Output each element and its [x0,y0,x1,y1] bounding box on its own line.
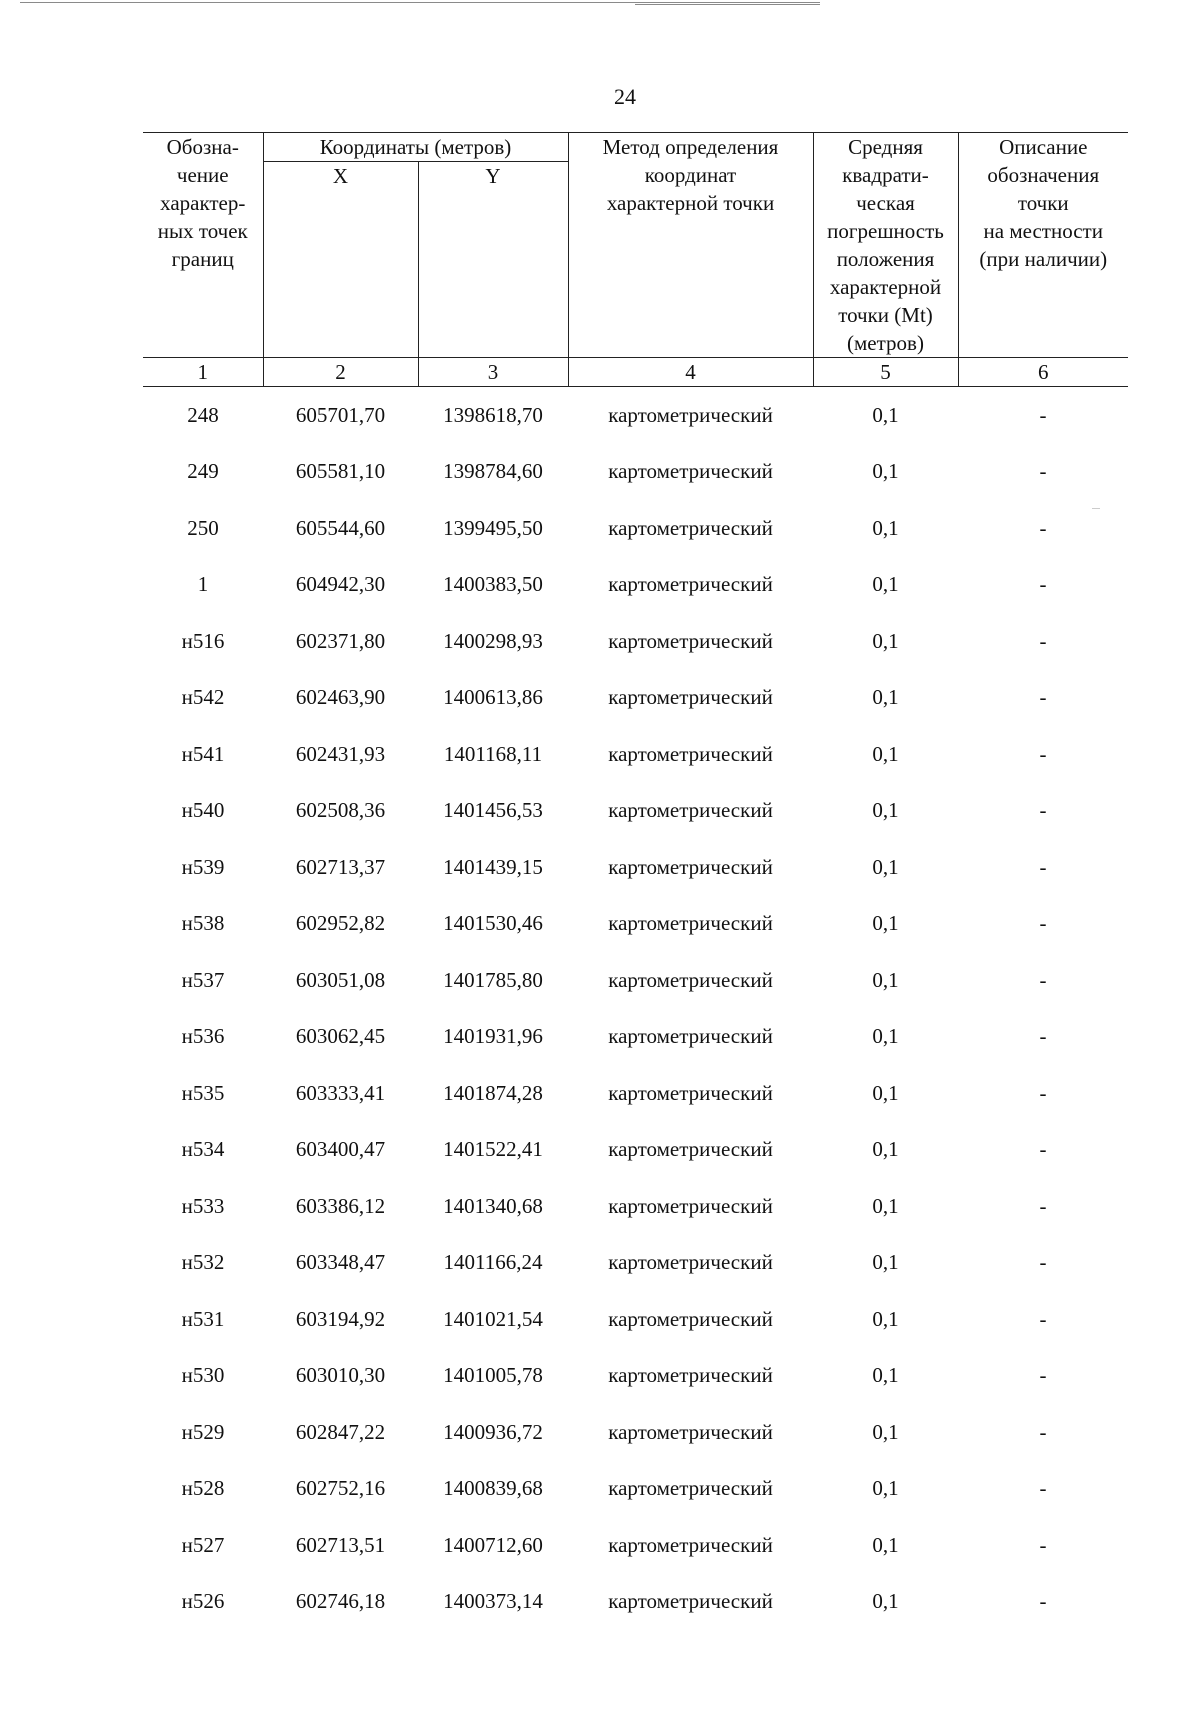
cell-error: 0,1 [872,1419,899,1444]
table-row [143,1235,1128,1292]
cell-point-id: н541 [181,741,225,766]
cell-y-coordinate: 1401005,78 [443,1363,543,1388]
scan-edge-line [635,4,820,5]
cell-description: - [1039,1476,1047,1501]
table-body [143,387,1128,1631]
cell-description: - [1039,798,1047,823]
header-mean-square-error: Средняя квадрати- ческая погрешность положения характерной точки (Mt) (метров) [813,133,958,358]
cell-x-coordinate: 602847,22 [295,1419,386,1444]
header-y: Y [418,162,568,358]
header-coordinates-group: Координаты (метров) [263,133,568,162]
table-row [143,726,1128,783]
cell-description: - [1039,402,1047,427]
cell-y-coordinate: 1401166,24 [443,1250,543,1275]
cell-error: 0,1 [872,1193,899,1218]
cell-error: 0,1 [872,1306,899,1331]
column-numbers-row [143,358,1128,387]
table-row [143,1517,1128,1574]
cell-method: картометрический [608,1137,773,1162]
cell-error: 0,1 [872,798,899,823]
table-row [143,896,1128,953]
cell-method: картометрический [608,1419,773,1444]
table-row [143,557,1128,614]
cell-error: 0,1 [872,1532,899,1557]
cell-error: 0,1 [872,628,899,653]
cell-y-coordinate: 1401530,46 [443,911,543,936]
cell-point-id: н532 [181,1250,225,1275]
cell-method: картометрический [608,1589,773,1614]
cell-description: - [1039,515,1047,540]
cell-method: картометрический [608,1250,773,1275]
cell-y-coordinate: 1400383,50 [443,572,543,597]
coordinates-table [143,132,1128,1630]
cell-method: картометрический [608,911,773,936]
cell-x-coordinate: 602431,93 [295,741,386,766]
cell-point-id: н531 [181,1306,225,1331]
cell-description: - [1039,854,1047,879]
cell-method: картометрический [608,1476,773,1501]
column-number: 5 [813,358,958,387]
cell-error: 0,1 [872,1589,899,1614]
table-row [143,670,1128,727]
cell-description: - [1039,459,1047,484]
cell-point-id: н536 [181,1024,225,1049]
cell-x-coordinate: 603062,45 [295,1024,386,1049]
cell-point-id: н529 [181,1419,225,1444]
cell-description: - [1039,572,1047,597]
cell-point-id: н526 [181,1589,225,1614]
cell-y-coordinate: 1401439,15 [443,854,543,879]
cell-y-coordinate: 1400613,86 [443,685,543,710]
cell-method: картометрический [608,402,773,427]
cell-method: картометрический [608,1024,773,1049]
cell-x-coordinate: 603333,41 [295,1080,386,1105]
table-row [143,613,1128,670]
cell-y-coordinate: 1401021,54 [443,1306,543,1331]
cell-point-id: н516 [181,628,225,653]
cell-point-id: н528 [181,1476,225,1501]
cell-point-id: 1 [197,572,209,597]
cell-method: картометрический [608,628,773,653]
cell-y-coordinate: 1400373,14 [443,1589,543,1614]
cell-y-coordinate: 1400839,68 [443,1476,543,1501]
cell-error: 0,1 [872,685,899,710]
cell-y-coordinate: 1401874,28 [443,1080,543,1105]
header-point-designation: Обозна- чение характер- ных точек границ [143,133,263,358]
table-row [143,1404,1128,1461]
cell-x-coordinate: 602746,18 [295,1589,386,1614]
cell-x-coordinate: 602713,51 [295,1532,386,1557]
column-number: 4 [568,358,813,387]
cell-description: - [1039,967,1047,992]
cell-method: картометрический [608,685,773,710]
cell-point-id: н538 [181,911,225,936]
cell-method: картометрический [608,1363,773,1388]
cell-description: - [1039,1589,1047,1614]
cell-description: - [1039,1080,1047,1105]
cell-x-coordinate: 604942,30 [295,572,386,597]
cell-method: картометрический [608,1532,773,1557]
cell-description: - [1039,1137,1047,1162]
cell-error: 0,1 [872,741,899,766]
cell-x-coordinate: 603348,47 [295,1250,386,1275]
column-number: 1 [143,358,263,387]
cell-error: 0,1 [872,402,899,427]
cell-method: картометрический [608,515,773,540]
cell-error: 0,1 [872,967,899,992]
cell-method: картометрический [608,1080,773,1105]
table-row [143,783,1128,840]
cell-point-id: н537 [181,967,225,992]
table-row [143,1122,1128,1179]
cell-method: картометрический [608,1193,773,1218]
cell-description: - [1039,1363,1047,1388]
table-row [143,387,1128,444]
cell-point-id: 249 [187,459,219,484]
cell-description: - [1039,741,1047,766]
cell-point-id: н534 [181,1137,225,1162]
cell-point-id: н530 [181,1363,225,1388]
cell-point-id: 250 [187,515,219,540]
cell-description: - [1039,1306,1047,1331]
cell-description: - [1039,685,1047,710]
header-method: Метод определения координат характерной точки [568,133,813,358]
table-row [143,1348,1128,1405]
cell-method: картометрический [608,854,773,879]
cell-y-coordinate: 1400298,93 [443,628,543,653]
cell-y-coordinate: 1401522,41 [443,1137,543,1162]
cell-error: 0,1 [872,572,899,597]
cell-method: картометрический [608,741,773,766]
header-x: X [263,162,418,358]
table-row [143,1009,1128,1066]
cell-point-id: н540 [181,798,225,823]
cell-point-id: н535 [181,1080,225,1105]
cell-description: - [1039,1532,1047,1557]
cell-error: 0,1 [872,1363,899,1388]
cell-y-coordinate: 1401931,96 [443,1024,543,1049]
table-row [143,1291,1128,1348]
table-row [143,1065,1128,1122]
cell-method: картометрический [608,572,773,597]
cell-x-coordinate: 602508,36 [295,798,386,823]
table-row [143,500,1128,557]
cell-x-coordinate: 603010,30 [295,1363,386,1388]
cell-x-coordinate: 603051,08 [295,967,386,992]
cell-x-coordinate: 602463,90 [295,685,386,710]
table-row [143,1461,1128,1518]
cell-x-coordinate: 602752,16 [295,1476,386,1501]
cell-point-id: н539 [181,854,225,879]
cell-error: 0,1 [872,1137,899,1162]
page-number: 24 [614,84,636,109]
cell-point-id: н527 [181,1532,225,1557]
cell-x-coordinate: 605581,10 [295,459,386,484]
column-number: 6 [958,358,1128,387]
header-description: Описание обозначения точки на местности (при наличии) [958,133,1128,358]
cell-description: - [1039,628,1047,653]
cell-x-coordinate: 603386,12 [295,1193,386,1218]
cell-description: - [1039,1250,1047,1275]
table-row [143,1178,1128,1235]
cell-y-coordinate: 1400712,60 [443,1532,543,1557]
cell-error: 0,1 [872,1080,899,1105]
cell-error: 0,1 [872,854,899,879]
cell-description: - [1039,1193,1047,1218]
cell-y-coordinate: 1399495,50 [443,515,543,540]
table-row [143,1574,1128,1631]
cell-point-id: н542 [181,685,225,710]
cell-x-coordinate: 602371,80 [295,628,386,653]
cell-x-coordinate: 602952,82 [295,911,386,936]
cell-x-coordinate: 603194,92 [295,1306,386,1331]
cell-x-coordinate: 602713,37 [295,854,386,879]
cell-y-coordinate: 1401340,68 [443,1193,543,1218]
cell-error: 0,1 [872,459,899,484]
column-number: 2 [263,358,418,387]
cell-description: - [1039,911,1047,936]
table-row [143,952,1128,1009]
cell-method: картометрический [608,967,773,992]
cell-point-id: 248 [187,402,219,427]
cell-method: картометрический [608,459,773,484]
cell-method: картометрический [608,798,773,823]
cell-error: 0,1 [872,1476,899,1501]
table-header [143,133,1128,387]
column-number: 3 [418,358,568,387]
cell-point-id: н533 [181,1193,225,1218]
cell-description: - [1039,1419,1047,1444]
table-row [143,444,1128,501]
cell-error: 0,1 [872,515,899,540]
cell-x-coordinate: 603400,47 [295,1137,386,1162]
cell-y-coordinate: 1401168,11 [443,741,543,766]
cell-y-coordinate: 1398784,60 [443,459,543,484]
cell-y-coordinate: 1401456,53 [443,798,543,823]
cell-y-coordinate: 1401785,80 [443,967,543,992]
table-row [143,839,1128,896]
cell-y-coordinate: 1398618,70 [443,402,543,427]
cell-x-coordinate: 605701,70 [295,402,386,427]
cell-error: 0,1 [872,1024,899,1049]
scan-edge-line [20,2,820,3]
cell-x-coordinate: 605544,60 [295,515,386,540]
cell-error: 0,1 [872,911,899,936]
cell-y-coordinate: 1400936,72 [443,1419,543,1444]
cell-error: 0,1 [872,1250,899,1275]
cell-method: картометрический [608,1306,773,1331]
cell-description: - [1039,1024,1047,1049]
